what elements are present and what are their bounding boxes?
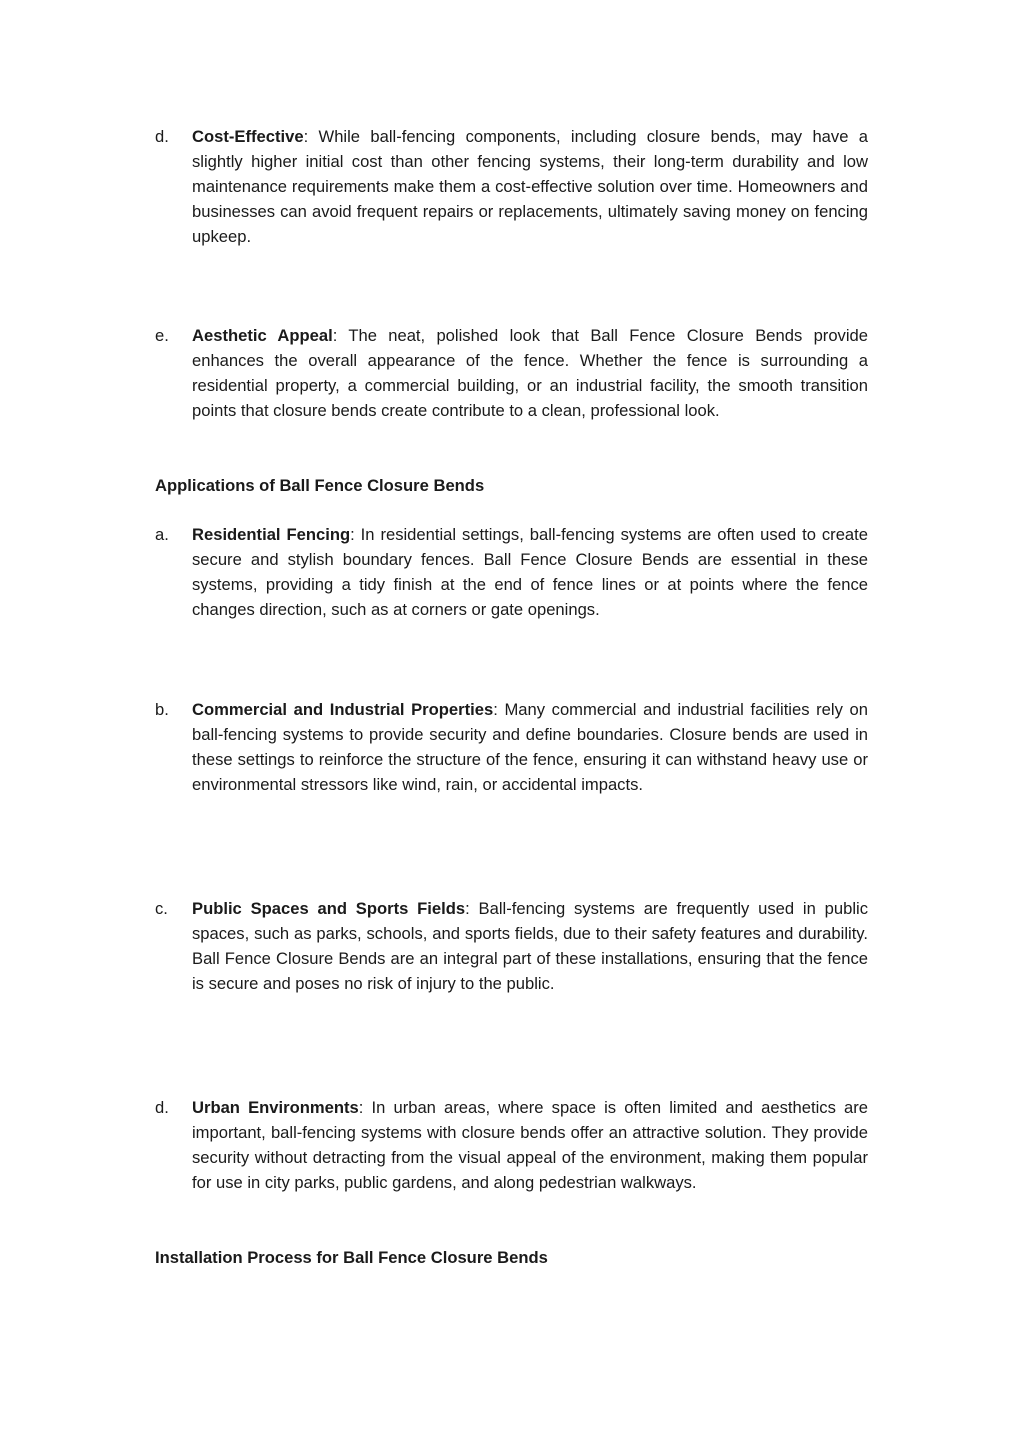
list-item-term: Public Spaces and Sports Fields bbox=[192, 899, 466, 918]
list-marker: a. bbox=[155, 525, 169, 544]
list-item-urban-environments bbox=[155, 1095, 868, 1195]
list-item-term: Aesthetic Appeal bbox=[192, 326, 333, 345]
list-item-commercial-industrial bbox=[155, 697, 868, 797]
list-item-body bbox=[192, 697, 868, 797]
list-item-cost-effective bbox=[155, 124, 868, 249]
list-item-body bbox=[192, 522, 868, 622]
list-item-text: : The neat, polished look that Ball Fence Closure Bends provide enhances the overall appearance of the fence. Whether the fence is surrounding a residential property, a commercial building, or an industrial facility, the smooth transition points that closure bends create contribute to a clean, professional look. bbox=[192, 326, 868, 420]
list-item-text: : While ball-fencing components, including closure bends, may have a slightly higher initial cost than other fencing systems, their long-term durability and low maintenance requirements make them a cost-effective solution over time. Homeowners and businesses can avoid frequent repairs or replacements, ultimately saving money on fencing upkeep. bbox=[192, 127, 868, 246]
list-item-term: Urban Environments bbox=[192, 1098, 359, 1117]
list-item-text: : In urban areas, where space is often limited and aesthetics are important, ball-fencing systems with closure bends offer an attractive solution. They provide security without detracting from the visual appeal of the environment, making them popular for use in city parks, public gardens, and along pedestrian walkways. bbox=[192, 1098, 868, 1192]
list-marker: c. bbox=[155, 899, 168, 918]
list-marker: e. bbox=[155, 326, 169, 345]
list-item-text: : Ball-fencing systems are frequently used in public spaces, such as parks, schools, and sports fields, due to their safety features and durability. Ball Fence Closure Bends are an integral part of these installations, ensuring that the fence is secure and poses no risk of injury to the public. bbox=[192, 899, 869, 993]
list-item-body bbox=[192, 124, 868, 249]
list-item-term: Residential Fencing bbox=[192, 525, 351, 544]
list-item-residential-fencing bbox=[155, 522, 868, 622]
list-item-body bbox=[192, 896, 868, 996]
list-item-public-spaces bbox=[155, 896, 868, 996]
list-item-aesthetic-appeal bbox=[155, 323, 868, 423]
list-item-body bbox=[192, 323, 868, 423]
list-marker: d. bbox=[155, 1098, 169, 1117]
list-item-text: : In residential settings, ball-fencing systems are often used to create secure and stylish boundary fences. Ball Fence Closure Bends are essential in these systems, providing a tidy finish at the end of fence lines or at points where the fence changes direction, such as at corners or gate openings. bbox=[192, 525, 869, 619]
list-item-body bbox=[192, 1095, 868, 1195]
list-item-term: Cost-Effective bbox=[192, 127, 304, 146]
list-item-text: : Many commercial and industrial facilities rely on ball-fencing systems to provide security and define boundaries. Closure bends are used in these settings to reinforce the structure of the fence, ensuring it can withstand heavy use or environmental stressors like wind, rain, or accidental impacts. bbox=[192, 700, 868, 794]
list-item-term: Commercial and Industrial Properties bbox=[192, 700, 494, 719]
section-heading-installation: Installation Process for Ball Fence Closure Bends bbox=[155, 1248, 548, 1267]
section-heading-applications: Applications of Ball Fence Closure Bends bbox=[155, 476, 485, 495]
list-marker: b. bbox=[155, 700, 169, 719]
list-marker: d. bbox=[155, 127, 169, 146]
